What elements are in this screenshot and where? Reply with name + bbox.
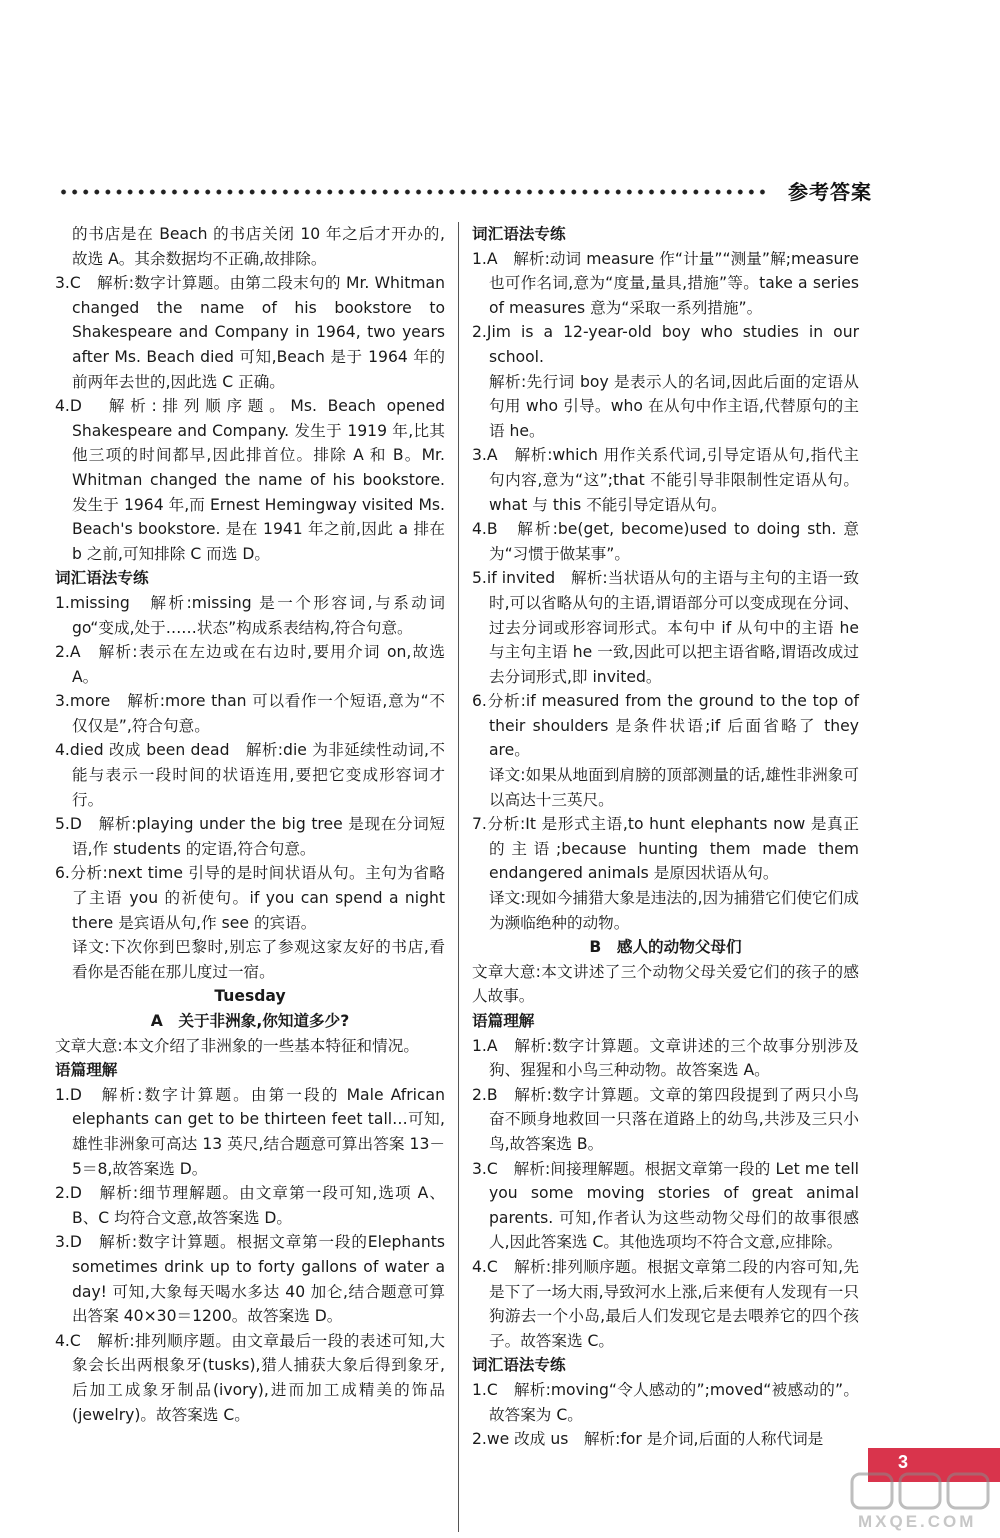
column-divider — [458, 222, 459, 1532]
answer-paragraph: 2.we 改成 us 解析:for 是介词,后面的人称代词是 — [472, 1430, 824, 1449]
answer-paragraph: 译文:现如今捕猎大象是违法的,因为捕猎它们使它们成为濒临绝种的动物。 — [489, 889, 859, 932]
section-heading: A 关于非洲象,你知道多少? — [150, 1012, 350, 1030]
section-heading: 词汇语法专练 — [55, 569, 149, 588]
answer-paragraph: 3.C 解析:数字计算题。由第二段末句的 Mr. Whitman changed the name of his bookstore to Shakespeare and Company in 1964, two years after Ms. Beach died 可知,Beach 是于 1964 年的前两年去世的,因此选 C 正确。 — [55, 274, 445, 391]
header-title: 参考答案 — [788, 180, 872, 204]
section-heading: 语篇理解 — [55, 1061, 118, 1080]
answer-paragraph: 译文:如果从地面到肩膀的顶部测量的话,雄性非洲象可以高达十三英尺。 — [489, 766, 859, 809]
page-header — [0, 176, 1000, 206]
watermark-badge-icon — [848, 1468, 996, 1512]
answer-paragraph: 2.A 解析:表示在左边或在右边时,要用介词 on,故选 A。 — [55, 643, 445, 686]
answer-paragraph: 文章大意:本文介绍了非洲象的一些基本特征和情况。 — [55, 1036, 419, 1055]
answer-paragraph: 1.A 解析:动词 measure 作“计量”“测量”解;measure 也可作名词,意为“度量,量具,措施”等。take a series of measures 意为“采取一系列措施”。 — [472, 249, 859, 317]
answer-paragraph: 4.died 改成 been dead 解析:die 为非延续性动词,不能与表示一段时间的状语连用,要把它变成形容词才行。 — [55, 741, 445, 809]
dotted-rule — [58, 188, 770, 196]
answer-paragraph: 3.D 解析:数字计算题。根据文章第一段的Elephants sometimes drink up to forty gallons of water a day! 可知,大象每天喝水多达 40 加仑,结合题意可算出答案 40×30＝1200。故答案选 D。 — [55, 1233, 445, 1326]
answer-paragraph: 4.B 解析:be(get, become)used to doing sth. 意为“习惯于做某事”。 — [472, 520, 859, 563]
answer-paragraph: 1.D 解析:数字计算题。由第一段的 Male African elephants can get to be thirteen feet tall…可知,雄性非洲象可高达 13 英尺,结合题意可算出答案 13－5＝8,故答案选 D。 — [55, 1085, 445, 1178]
section-heading: B 感人的动物父母们 — [589, 938, 742, 957]
answer-paragraph: 3.A 解析:which 用作关系代词,引导定语从句,指代主句内容,意为“这”;that 不能引导非限制性定语从句。what 与 this 不能引导定语从句。 — [472, 446, 859, 514]
answer-paragraph: 2.Jim is a 12-year-old boy who studies in our school. — [472, 323, 859, 366]
watermark-site: MXQE.COM — [858, 1512, 977, 1531]
answer-paragraph: 3.more 解析:more than 可以看作一个短语,意为“不仅仅是”,符合句意。 — [55, 692, 445, 735]
section-heading: Tuesday — [214, 987, 286, 1006]
answer-paragraph: 6.分析:if measured from the ground to the top of their shoulders 是条件状语;if 后面省略了 they are。 — [472, 692, 859, 760]
answer-paragraph: 4.D 解析:排列顺序题。Ms. Beach opened Shakespeare and Company. 发生于 1919 年,比其他三项的时间都早,因此排首位。排除 A 和 B。Mr. Whitman changed the name of his bookstore. 发生于 1964 年,而 Ernest Hemingway visited Ms. Beach's bookstore. 是在 1941 年之前,因此 a 排在 b 之前,可知排除 C 而选 D。 — [55, 397, 445, 563]
answer-paragraph: 6.分析:next time 引导的是时间状语从句。主句为省略了主语 you 的祈使句。if you can spend a night there 是宾语从句,作 see 的宾语。 — [55, 864, 445, 932]
answer-paragraph: 解析:先行词 boy 是表示人的名词,因此后面的定语从句用 who 引导。who 在从句中作主语,代替原句的主语 he。 — [489, 372, 859, 440]
answer-paragraph: 1.A 解析:数字计算题。文章讲述的三个故事分别涉及狗、猩猩和小鸟三种动物。故答案选 A。 — [472, 1036, 859, 1080]
answer-paragraph: 文章大意:本文讲述了三个动物父母关爱它们的孩子的感人故事。 — [472, 962, 859, 1006]
section-heading: 词汇语法专练 — [472, 225, 566, 243]
answer-paragraph: 1.missing 解析:missing 是一个形容词,与系动词 go“变成,处于……状态”构成系表结构,符合句意。 — [55, 593, 445, 637]
answer-paragraph: 2.B 解析:数字计算题。文章的第四段提到了两只小鸟奋不顾身地救回一只落在道路上的幼鸟,共涉及三只小鸟,故答案选 B。 — [472, 1085, 859, 1153]
section-heading: 语篇理解 — [472, 1012, 535, 1030]
answer-paragraph: 4.C 解析:排列顺序题。由文章最后一段的表述可知,大象会长出两根象牙(tusks),猎人捕获大象后得到象牙,后加工成象牙制品(ivory),进而加工成精美的饰品(jewelry)。故答案选 C。 — [55, 1331, 445, 1424]
answer-paragraph: 5.D 解析:playing under the big tree 是现在分词短语,作 students 的定语,符合句意。 — [55, 815, 445, 858]
page-number: 3 — [897, 1452, 908, 1472]
answer-paragraph: 4.C 解析:排列顺序题。根据文章第二段的内容可知,先是下了一场大雨,导致河水上涨,后来便有人发现有一只狗游去一个小岛,最后人们发现它是去喂养它的四个孩子。故答案选 C。 — [472, 1257, 859, 1350]
watermark-logo — [848, 1468, 996, 1534]
answer-paragraph: 1.C 解析:moving“令人感动的”;moved“被感动的”。故答案为 C。 — [472, 1380, 859, 1424]
answer-paragraph: 3.C 解析:间接理解题。根据文章第一段的 Let me tell you some moving stories of great animal parents. 可知,作者认为这些动物父母们的故事很感人,因此答案选 C。其他选项均不符合文意,应排除。 — [472, 1159, 859, 1252]
answer-paragraph: 7.分析:It 是形式主语,to hunt elephants now 是真正的主语;because hunting them made them endangered animals 是原因状语从句。 — [472, 815, 859, 883]
answer-paragraph: 5.if invited 解析:当状语从句的主语与主句的主语一致时,可以省略从句的主语,谓语部分可以变成现在分词、过去分词或形容词形式。本句中 if 从句中的主语 he 与主句主语 he 一致,因此可以把主语省略,谓语改成过去分词形式,即 invited。 — [472, 569, 859, 686]
answer-paragraph: 的书店是在 Beach 的书店关闭 10 年之后才开办的,故选 A。其余数据均不正确,故排除。 — [72, 225, 445, 268]
answer-paragraph: 译文:下次你到巴黎时,别忘了参观这家友好的书店,看看你是否能在那儿度过一宿。 — [72, 938, 445, 981]
section-heading: 词汇语法专练 — [472, 1356, 566, 1375]
answer-paragraph: 2.D 解析:细节理解题。由文章第一段可知,选项 A、B、C 均符合文意,故答案选 D。 — [55, 1184, 445, 1227]
right-column — [472, 222, 859, 1452]
left-column — [55, 222, 445, 1427]
